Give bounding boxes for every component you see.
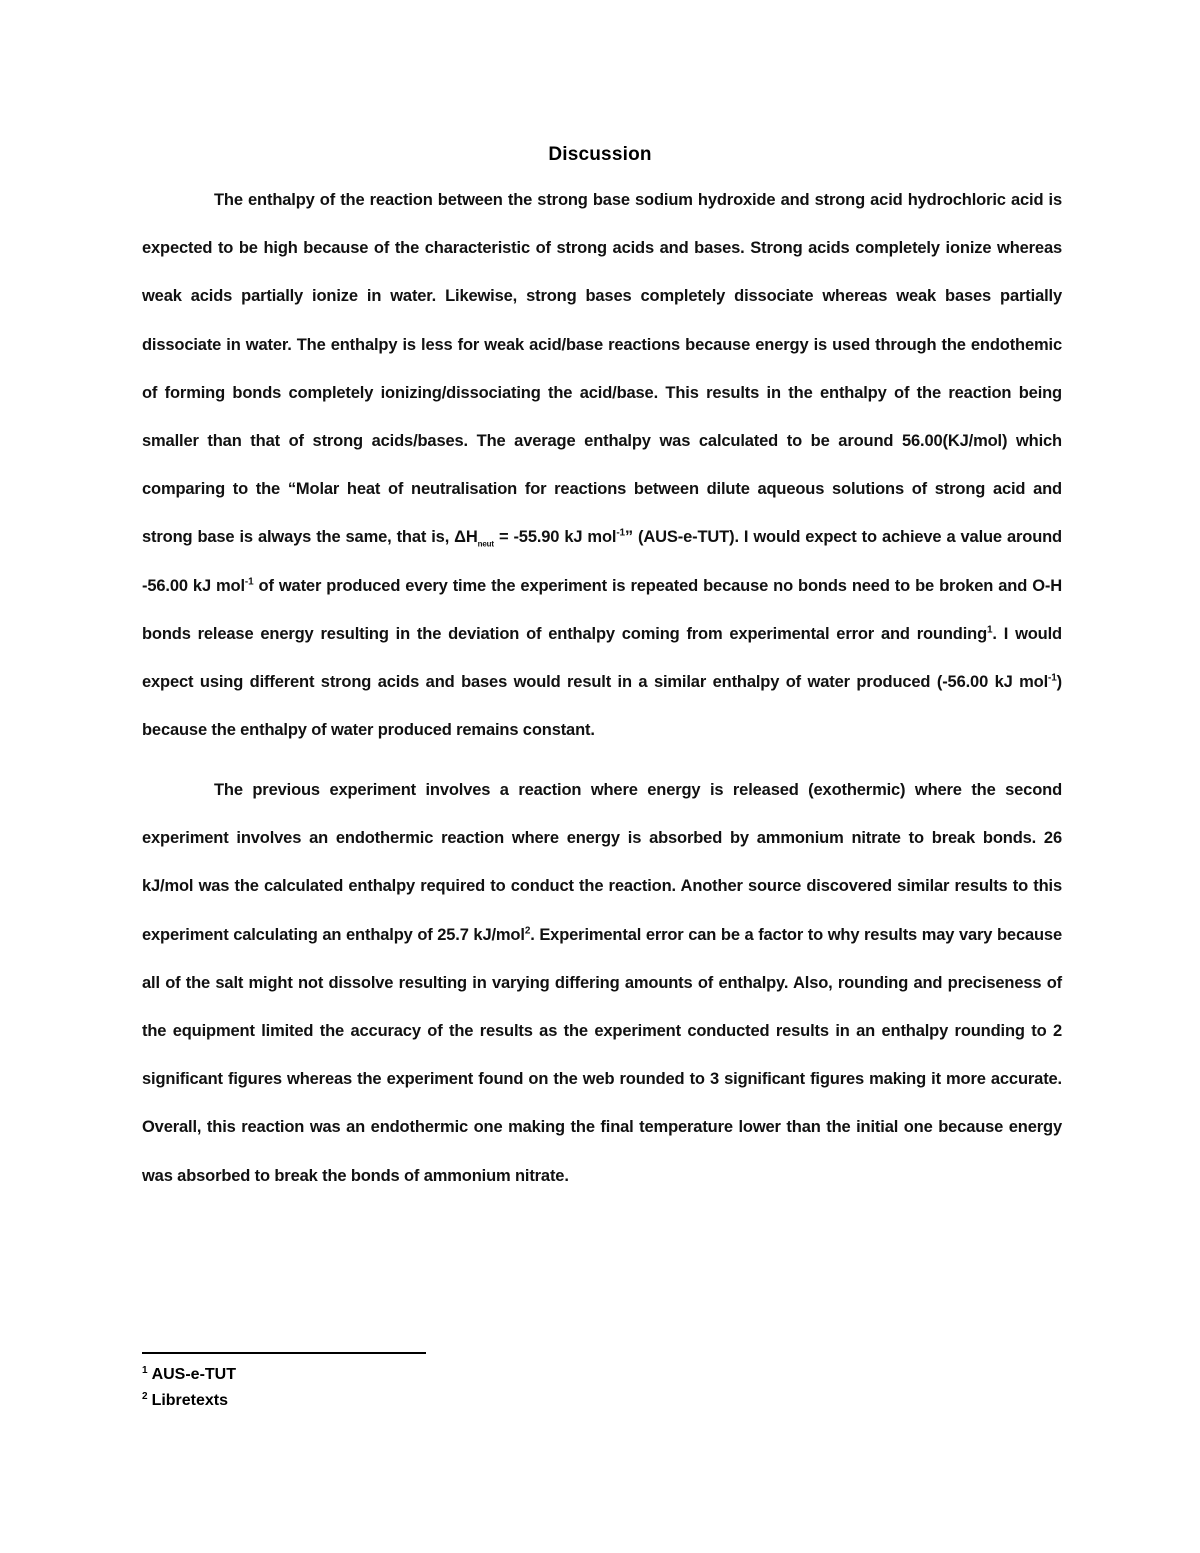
subscript-neut: neut — [477, 539, 494, 549]
paragraph-1 — [142, 176, 1062, 754]
footnote-marker: 2 — [142, 1390, 148, 1402]
paragraph-1-text-b: = -55.90 kJ mol — [493, 528, 617, 547]
paragraph-1-text-c: ” (AUS-e-TUT). I would expect to achieve a value around -56.00 kJ mol — [142, 528, 1062, 595]
paragraph-2 — [142, 766, 1062, 1200]
paragraph-1-text-f: ) because the enthalpy of water produced remains constant. — [142, 673, 1062, 740]
footnote-separator — [142, 1352, 426, 1354]
footnote-2 — [142, 1388, 236, 1414]
page-title: Discussion — [548, 144, 652, 165]
paragraph-1-text-e: . I would expect using different strong acids and bases would result in a similar enthalpy of water produced (-56.00 kJ mol — [142, 624, 1062, 692]
paragraph-1-text-a: The enthalpy of the reaction between the strong base sodium hydroxide and strong acid hydrochloric acid is expected to be high because of the characteristic of strong acids and bases. Strong acids completely ionize whereas weak acids partially ionize in water. Likewise, strong bases completely dissociate whereas weak bases partially dissociate in water. The enthalpy is less for weak acid/base reactions because energy is used through the endothemic of forming bonds completely ionizing/dissociating the acid/base. This results in the enthalpy of the reaction being smaller than that of strong acids/bases. The average enthalpy was calculated to be around 56.00(KJ/mol) which comparing to the “Molar heat of neutralisation for reactions between dilute aqueous solutions of strong acid and strong base is always the same, that is, ΔH — [142, 191, 1062, 547]
paragraph-2-text-a: The previous experiment involves a reaction where energy is released (exothermic) where the second experiment involves an endothermic reaction where energy is absorbed by ammonium nitrate to break bonds. 26 kJ/mol was the calculated enthalpy required to conduct the reaction. Another source discovered similar results to this experiment calculating an enthalpy of 25.7 kJ/mol — [142, 781, 1062, 944]
paragraph-2-text-b: . Experimental error can be a factor to why results may vary because all of the salt might not dissolve resulting in varying differing amounts of enthalpy. Also, rounding and preciseness of the equipment limited the accuracy of the results as the experiment conducted results in an enthalpy rounding to 2 significant figures whereas the experiment found on the web rounded to 3 significant figures making it more accurate. Overall, this reaction was an endothermic one making the final temperature lower than the initial one because energy was absorbed to break the bonds of ammonium nitrate. — [142, 925, 1062, 1185]
footnote-1 — [142, 1362, 236, 1388]
footnotes — [142, 1362, 236, 1414]
footnote-marker: 1 — [142, 1364, 148, 1376]
footnote-ref-2[interactable]: 2 — [524, 925, 531, 937]
superscript-minus-one: -1 — [1048, 672, 1057, 684]
footnote-text: AUS-e-TUT — [151, 1366, 236, 1383]
superscript-minus-one: -1 — [244, 576, 254, 588]
footnote-text: Libretexts — [151, 1392, 229, 1409]
superscript-minus-one: -1 — [616, 527, 625, 539]
footnote-ref-1[interactable]: 1 — [987, 624, 993, 636]
paragraph-1-text-d: of water produced every time the experiment is repeated because no bonds need to be broken and O-H bonds release energy resulting in the deviation of enthalpy coming from experimental error and rounding — [142, 576, 1062, 643]
